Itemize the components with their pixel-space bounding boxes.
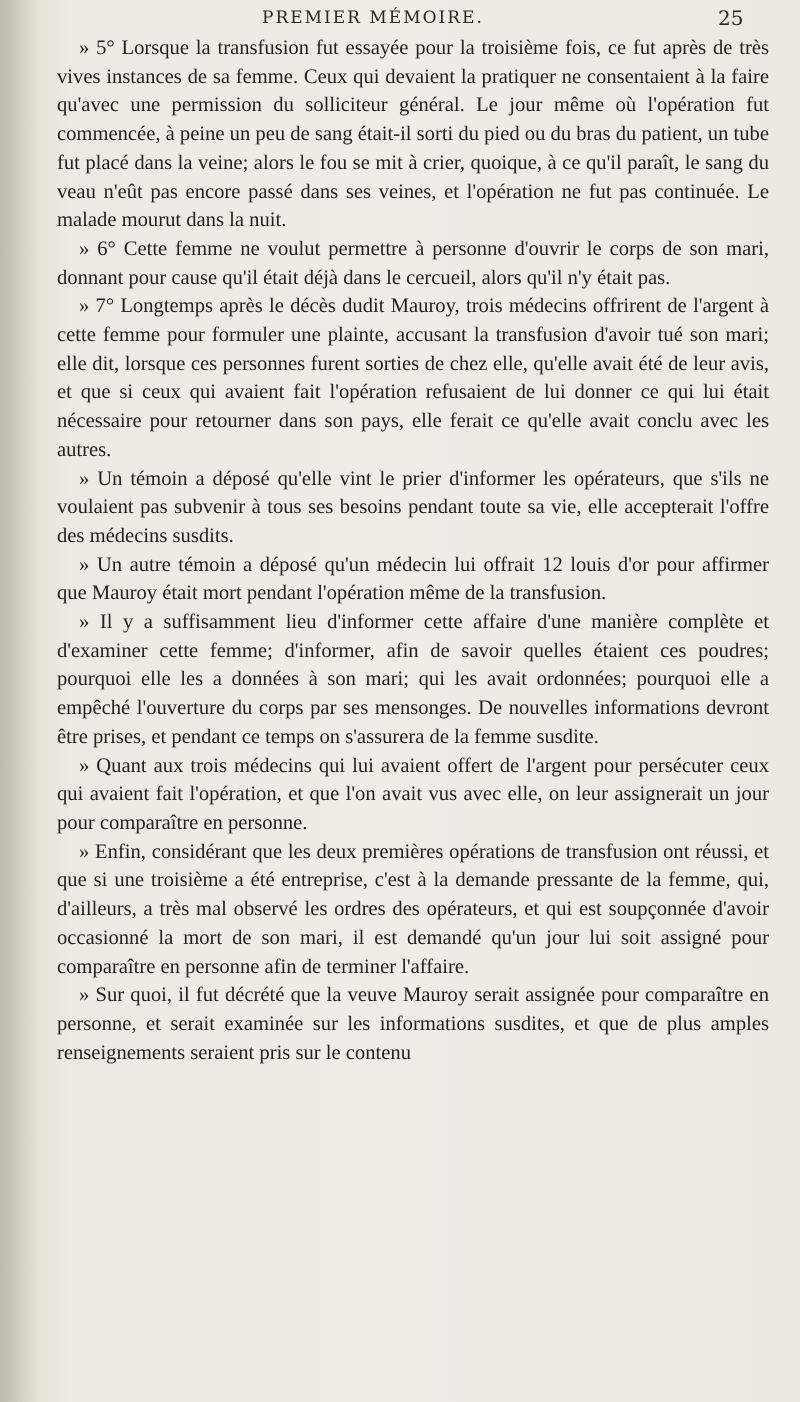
- page-header: [0, 4, 800, 34]
- paragraph-witness-1: » Un témoin a déposé qu'elle vint le prier d'informer les opérateurs, que s'ils ne voulaient pas subvenir à tous ses besoins pendant toute sa vie, elle accepterait l'offre des médecins susdits.: [57, 467, 769, 547]
- paragraph-witness-2: » Un autre témoin a déposé qu'un médecin lui offrait 12 louis d'or pour affirmer que Mauroy était mort pendant l'opération même de la transfusion.: [57, 553, 769, 605]
- running-title: PREMIER MÉMOIRE.: [262, 8, 484, 28]
- page-edge-shadow: [0, 0, 40, 1402]
- paragraph-physicians: » Quant aux trois médecins qui lui avaient offert de l'argent pour persécuter ceux qui avaient fait l'opération, et que l'on avait vus avec elle, on leur assignerait un jour pour comparaître en personne.: [57, 754, 769, 834]
- paragraph-inquiry: » Il y a suffisamment lieu d'informer cette affaire d'une manière complète et d'examiner cette femme; d'informer, afin de savoir quelles étaient ces poudres; pourquoi elle les a données à son mari; qui les avait ordonnées; pourquoi elle a empêché l'ouverture du corps par ses mensonges. De nouvelles informations devront être prises, et pendant ce temps on s'assurera de la femme susdite.: [57, 611, 769, 748]
- page-number: 25: [718, 6, 744, 30]
- paragraph-7: » 7° Longtemps après le décès dudit Mauroy, trois médecins offrirent de l'argent à cette femme pour formuler une plainte, accusant la transfusion d'avoir tué son mari; elle dit, lorsque ces personnes furent sorties de chez elle, qu'elle avait été de leur avis, et que si ceux qui avaient fait l'opération refusaient de lui donner ce qui lui était nécessaire pour retourner dans son pays, elle ferait ce qu'elle avait conclu avec les autres.: [57, 295, 769, 461]
- paragraph-6: » 6° Cette femme ne voulut permettre à personne d'ouvrir le corps de son mari, donnant pour cause qu'il était déjà dans le cercueil, alors qu'il n'y était pas.: [57, 237, 769, 289]
- paragraph-conclusion: » Enfin, considérant que les deux premières opérations de transfusion ont réussi, et que si une troisième a été entreprise, c'est à la demande pressante de la femme, qui, d'ailleurs, a très mal observé les ordres des opérateurs, et qui est soupçonnée d'avoir occasionné la mort de son mari, il est demandé qu'un jour lui soit assigné pour comparaître en personne afin de terminer l'affaire.: [57, 840, 769, 978]
- paragraph-5: » 5° Lorsque la transfusion fut essayée pour la troisième fois, ce fut après de très vives instances de sa femme. Ceux qui devaient la pratiquer ne consentaient à la faire qu'avec une permission du solliciteur général. Le jour même où l'opération fut commencée, à peine un peu de sang était-il sorti du pied ou du bras du patient, un tube fut placé dans la veine; alors le fou se mit à crier, quoique, à ce qu'il paraît, le sang du veau n'eût pas encore passé dans ses veines, et l'opération ne fut pas continuée. Le malade mourut dans la nuit.: [57, 37, 769, 232]
- text-body: [57, 34, 769, 1067]
- paragraph-decree: » Sur quoi, il fut décrété que la veuve Mauroy serait assignée pour comparaître en personne, et serait examinée sur les informations susdites, et que de plus amples renseignements seraient pris sur le contenu: [57, 984, 769, 1064]
